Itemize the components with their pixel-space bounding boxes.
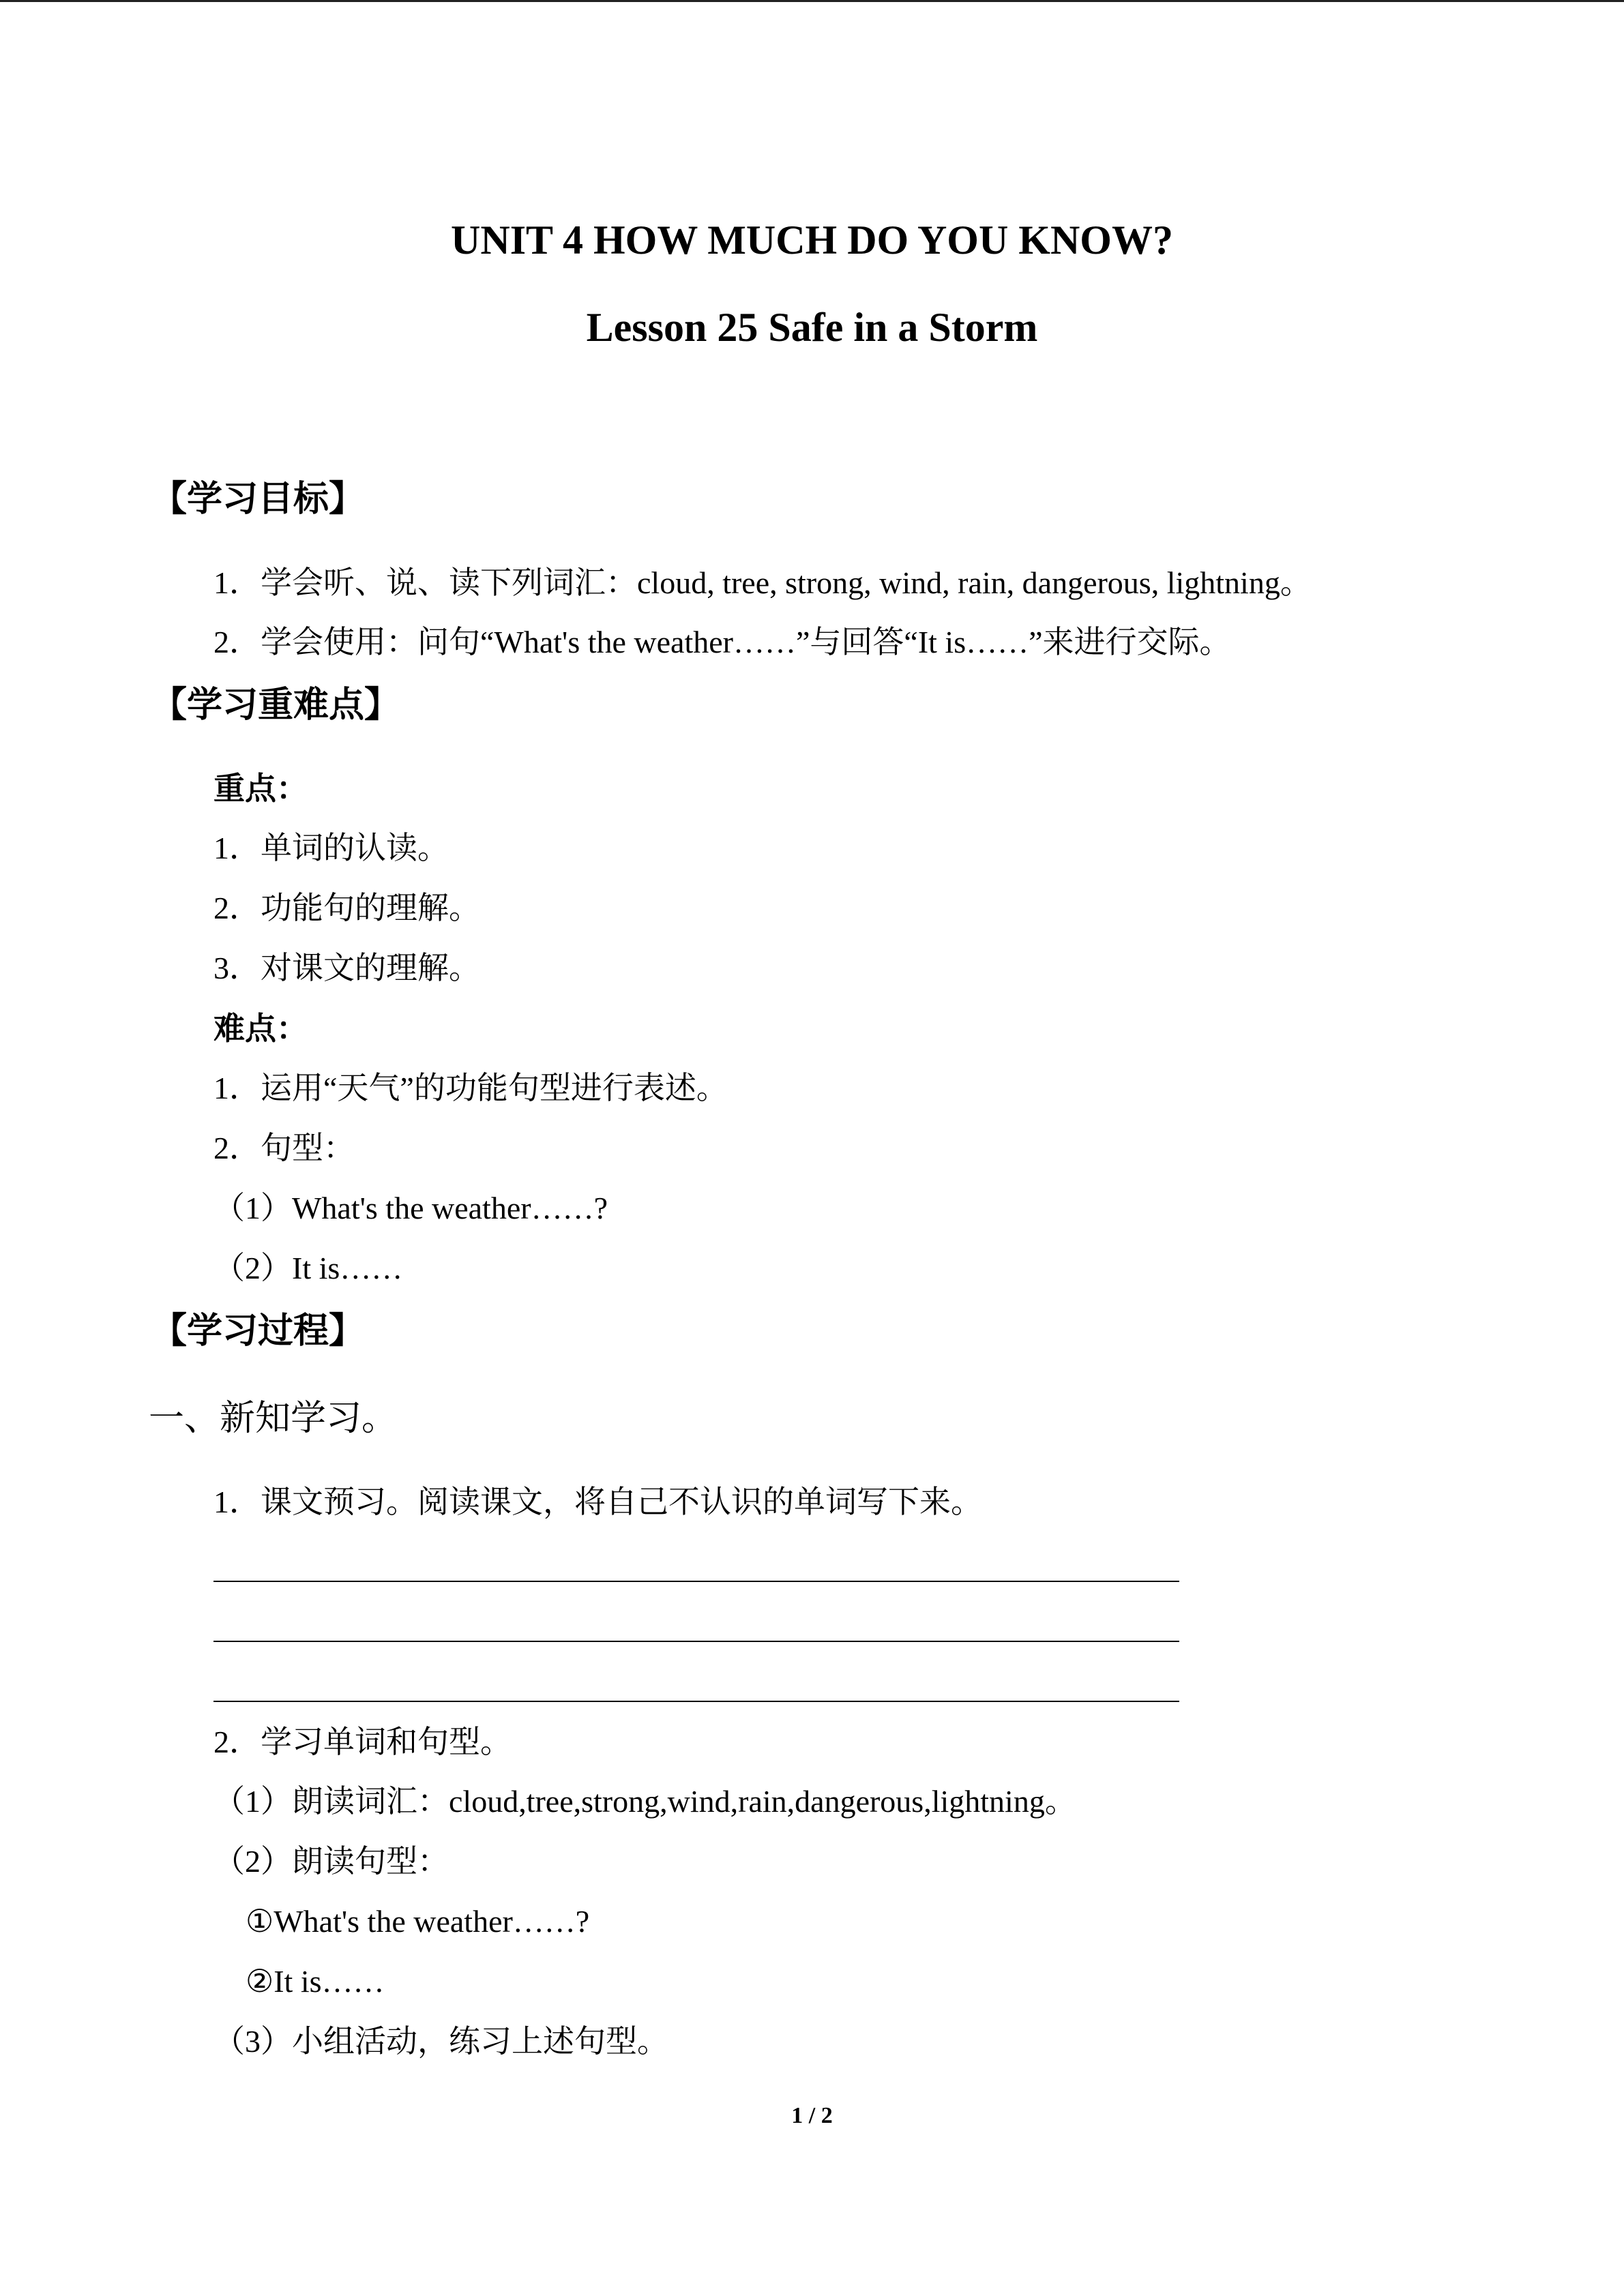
process-heading: 【学习过程】 <box>151 1311 365 1352</box>
step-2-item-5: （3）小组活动，练习上述句型。 <box>213 2024 668 2059</box>
objective-item-1: 1．学会听、说、读下列词汇：cloud, tree, strong, wind, rain, dangerous, lightning。 <box>213 565 1312 600</box>
step-2-item-4: ②It is…… <box>246 1964 385 1999</box>
difficulty-item-2: 2．句型： <box>213 1131 355 1165</box>
key-points-heading: 【学习重难点】 <box>151 685 400 726</box>
step-2-item-2: （2）朗读句型： <box>213 1844 449 1879</box>
answer-line-1 <box>213 1581 1179 1582</box>
difficulty-item-3: （1）What's the weather……? <box>213 1191 608 1225</box>
answer-line-2 <box>213 1641 1179 1642</box>
page-number: 1 / 2 <box>791 2103 833 2128</box>
step-1-text: 1．课文预习。阅读课文，将自己不认识的单词写下来。 <box>213 1485 982 1519</box>
focus-item-2: 2．功能句的理解。 <box>213 891 480 925</box>
unit-title: UNIT 4 HOW MUCH DO YOU KNOW? <box>451 218 1173 263</box>
focus-item-1: 1．单词的认读。 <box>213 831 449 865</box>
objectives-heading: 【学习目标】 <box>151 479 365 520</box>
objective-item-2: 2．学会使用：问句“What's the weather……”与回答“It is……”来进行交际。 <box>213 625 1231 659</box>
part-one-heading: 一、新知学习。 <box>149 1399 398 1438</box>
lesson-title: Lesson 25 Safe in a Storm <box>586 305 1038 350</box>
step-2-text: 2．学习单词和句型。 <box>213 1725 512 1759</box>
difficulty-item-1: 1．运用“天气”的功能句型进行表述。 <box>213 1071 728 1105</box>
step-2-item-1: （1）朗读词汇：cloud,tree,strong,wind,rain,dangerous,lightning。 <box>213 1784 1076 1819</box>
answer-line-3 <box>213 1701 1179 1702</box>
step-2-item-3: ①What's the weather……? <box>246 1904 590 1939</box>
difficulty-item-4: （2）It is…… <box>213 1251 403 1285</box>
focus-label: 重点： <box>213 771 308 806</box>
page-top-border <box>0 0 1624 2</box>
focus-item-3: 3．对课文的理解。 <box>213 951 480 985</box>
difficulty-label: 难点： <box>213 1011 308 1046</box>
